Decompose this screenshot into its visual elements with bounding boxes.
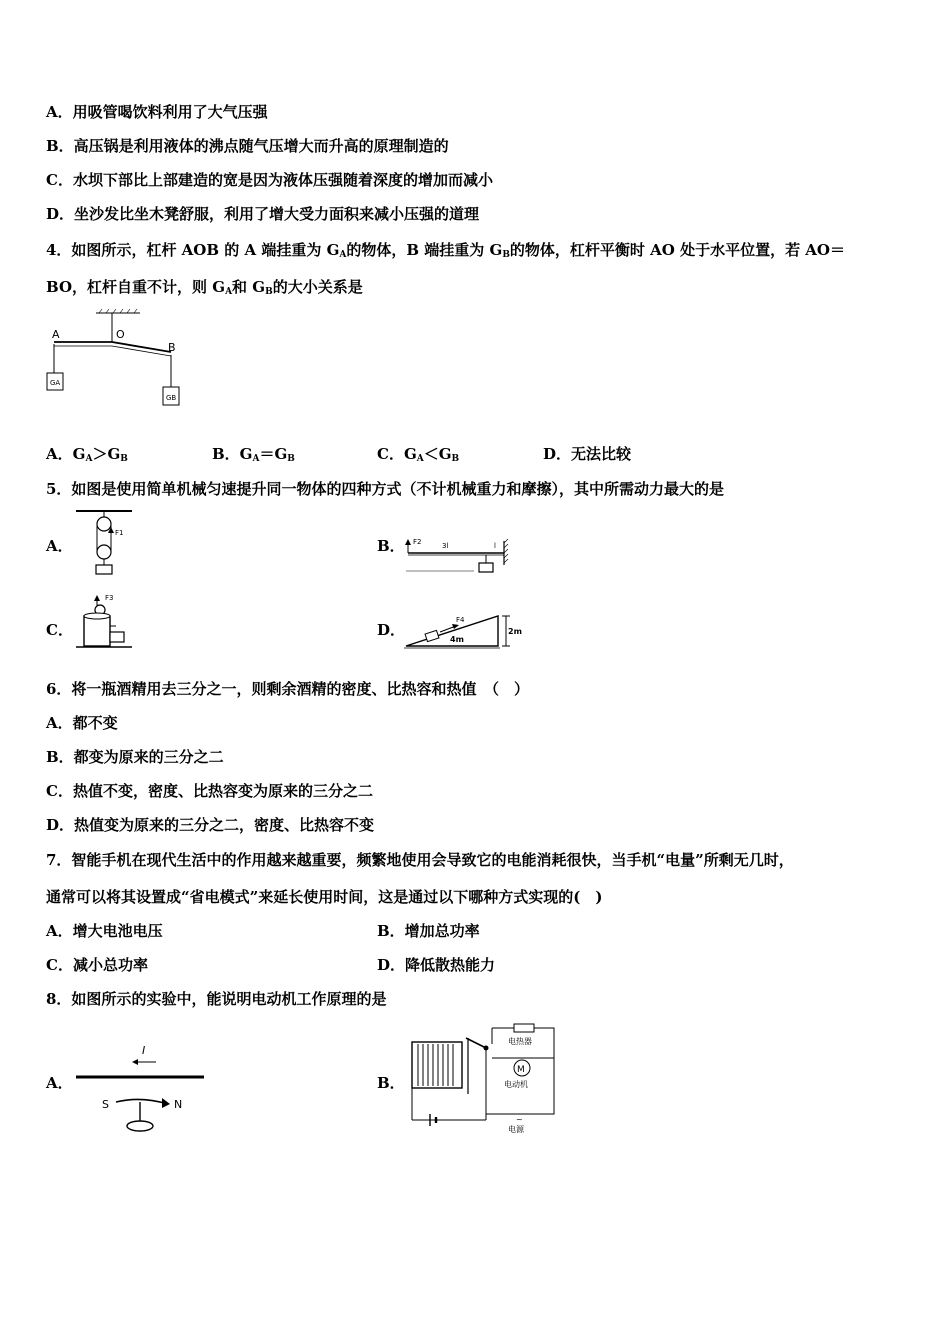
q4-option-c: C．$G_A<G_B$ xyxy=(377,445,460,464)
incline-figure-d xyxy=(404,612,522,654)
heater-label: 电热器 xyxy=(508,1037,532,1046)
motor-label: 电动机 xyxy=(504,1080,528,1089)
q5-option-b: B． xyxy=(377,537,405,555)
q7-stem-line1: 7．智能手机在现代生活中的作用越来越重要，频繁地使用会导致它的电能消耗很快，当手机“电量”所剩无几时， xyxy=(46,851,794,869)
oersted-figure-a xyxy=(76,1040,210,1136)
force-label-f1: F1 xyxy=(115,529,124,537)
q8-option-a: A． xyxy=(46,1074,73,1092)
q7-option-b: B．增加总功率 xyxy=(377,922,480,940)
current-label: I xyxy=(142,1044,146,1057)
armature xyxy=(466,1038,486,1048)
force-arrow-f4 xyxy=(452,624,459,629)
q5-option-d: D． xyxy=(377,621,406,639)
length-label-3l: 3l xyxy=(442,542,449,550)
q4-stem-line2: BO，杠杆自重不计，则 $G_A$和 $G_B$的大小关系是 xyxy=(46,278,363,297)
wheel-axle-figure-c xyxy=(74,590,136,654)
relay-circuit-figure-b xyxy=(406,1024,562,1136)
weight-a-label: GA xyxy=(50,379,61,387)
heater-resistor xyxy=(514,1024,534,1032)
lever-bar xyxy=(54,342,171,352)
force-label-f4: F4 xyxy=(456,616,465,624)
movable-pulley xyxy=(97,545,111,559)
weight-box-b xyxy=(479,563,493,572)
compass-stand xyxy=(127,1121,153,1131)
needle-label-n: N xyxy=(174,1098,183,1111)
force-arrow-f2 xyxy=(405,539,411,545)
q3-option-b: B．高压锅是利用液体的沸点随气压增大而升高的原理制造的 xyxy=(46,137,449,155)
q5-stem: 5．如图是使用简单机械匀速提升同一物体的四种方式（不计机械重力和摩擦），其中所需动力最大的是 xyxy=(46,480,724,498)
source-label: 电源 xyxy=(508,1125,524,1134)
lever-figure xyxy=(44,305,194,415)
force-arrow-f3 xyxy=(94,595,100,601)
q6-stem: 6．将一瓶酒精用去三分之一，则剩余酒精的密度、比热容和热值 （ ） xyxy=(46,680,529,698)
q7-option-d: D．降低散热能力 xyxy=(377,956,496,974)
q7-option-c: C．减小总功率 xyxy=(46,956,148,974)
q3-option-d: D．坐沙发比坐木凳舒服，利用了增大受力面积来减小压强的道理 xyxy=(46,205,480,223)
lever-label-b: B xyxy=(168,341,176,354)
compass-needle xyxy=(116,1099,168,1104)
q4-option-a: A．$G_A>G_B$ xyxy=(46,445,128,464)
current-arrow xyxy=(132,1059,138,1065)
ramp-height-label: 2m xyxy=(508,627,522,636)
force-label-f3: F3 xyxy=(105,594,114,602)
electromagnet xyxy=(412,1042,462,1088)
q7-option-a: A．增大电池电压 xyxy=(46,922,163,940)
q7-stem-line2: 通常可以将其设置成“省电模式”来延长使用时间，这是通过以下哪种方式实现的( ) xyxy=(46,888,603,906)
q4-stem-line1: 4．如图所示，杠杆 AOB 的 A 端挂重为 $G_A$的物体，B 端挂重为 $G_B$的物体，杠杆平衡时 AO 处于水平位置，若 AO＝ xyxy=(46,241,845,260)
q3-option-c: C．水坝下部比上部建造的宽是因为液体压强随着深度的增加而减小 xyxy=(46,171,493,189)
ac-symbol: ~ xyxy=(516,1115,523,1124)
q6-option-b: B．都变为原来的三分之二 xyxy=(46,748,224,766)
lever-figure-b xyxy=(404,533,516,575)
q3-option-a: A．用吸管喝饮料利用了大气压强 xyxy=(46,103,268,121)
q5-option-a: A． xyxy=(46,537,73,555)
weight-b-label: GB xyxy=(166,394,177,402)
force-label-f2: F2 xyxy=(413,538,422,546)
lever-label-a: A xyxy=(52,328,60,341)
length-label-l: l xyxy=(494,542,496,550)
needle-label-s: S xyxy=(102,1098,109,1111)
q6-option-d: D．热值变为原来的三分之二，密度、比热容不变 xyxy=(46,816,375,834)
weight-box-c xyxy=(110,632,124,642)
lever-label-o: O xyxy=(116,328,125,341)
pulley-figure-a xyxy=(74,508,136,578)
q4-option-d: D．无法比较 xyxy=(543,445,632,463)
q4-option-b: B．$G_A=G_B$ xyxy=(212,445,295,464)
ramp-length-label: 4m xyxy=(450,635,464,644)
wheel-axle xyxy=(84,616,110,646)
q8-stem: 8．如图所示的实验中，能说明电动机工作原理的是 xyxy=(46,990,387,1008)
q6-option-c: C．热值不变，密度、比热容变为原来的三分之二 xyxy=(46,782,373,800)
q6-option-a: A．都不变 xyxy=(46,714,118,732)
q8-option-b: B． xyxy=(377,1074,405,1092)
fixed-pulley xyxy=(97,517,111,531)
q5-option-c: C． xyxy=(46,621,73,639)
weight-box-a xyxy=(96,565,112,574)
motor-symbol-label: M xyxy=(517,1065,525,1075)
